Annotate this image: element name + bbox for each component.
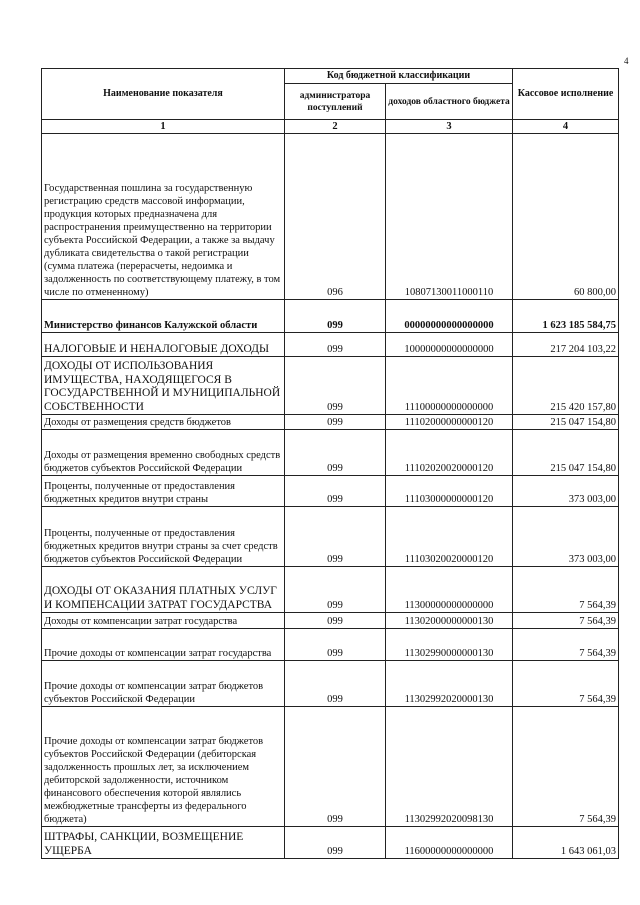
row-amount: 215 047 154,80 (513, 415, 619, 430)
row-name: Прочие доходы от компенсации затрат бюджетов субъектов Российской Федерации (42, 661, 285, 707)
row-income-code: 11102000000000120 (386, 415, 513, 430)
row-income-code: 11300000000000000 (386, 567, 513, 613)
row-income-code: 11103000000000120 (386, 476, 513, 507)
table-row (42, 507, 619, 567)
header-admin: администратора поступлений (285, 84, 386, 120)
budget-table (41, 68, 619, 859)
row-income-code: 10807130011000110 (386, 134, 513, 300)
row-amount: 1 643 061,03 (513, 827, 619, 859)
table-row (42, 661, 619, 707)
row-admin-code: 099 (285, 415, 386, 430)
row-admin-code: 096 (285, 134, 386, 300)
row-admin-code: 099 (285, 300, 386, 333)
row-name: Доходы от размещения временно свободных средств бюджетов субъектов Российской Федерации (42, 430, 285, 476)
table-row (42, 333, 619, 357)
row-name: Проценты, полученные от предоставления бюджетных кредитов внутри страны за счет средств бюджетов субъектов Российской Федерации (42, 507, 285, 567)
row-name: Проценты, полученные от предоставления бюджетных кредитов внутри страны (42, 476, 285, 507)
row-name: ШТРАФЫ, САНКЦИИ, ВОЗМЕЩЕНИЕ УЩЕРБА (42, 827, 285, 859)
row-amount: 7 564,39 (513, 613, 619, 629)
row-amount: 1 623 185 584,75 (513, 300, 619, 333)
col-num-3: 3 (386, 120, 513, 134)
table-row (42, 476, 619, 507)
row-name: Прочие доходы от компенсации затрат государства (42, 629, 285, 661)
row-name: Прочие доходы от компенсации затрат бюджетов субъектов Российской Федерации (дебиторская задолженность прошлых лет, за исключением дебиторской задолженности, источником финансового обеспечения которой являлись межбюджетные трансферты из федерального бюджета) (42, 707, 285, 827)
table-row (42, 357, 619, 415)
row-income-code: 11100000000000000 (386, 357, 513, 415)
row-admin-code: 099 (285, 430, 386, 476)
row-admin-code: 099 (285, 476, 386, 507)
row-admin-code: 099 (285, 629, 386, 661)
row-income-code: 11302000000000130 (386, 613, 513, 629)
row-name: Государственная пошлина за государственную регистрацию средств массовой информации, продукция которых предназначена для распространения преимущественно на территории субъекта Российской Федерации, а также за выдачу дубликата свидетельства о такой регистрации (сумма платежа (перерасчеты, недоимка и задолженность по соответствующему платежу, в том числе по отмененному) (42, 134, 285, 300)
row-income-code: 11102020020000120 (386, 430, 513, 476)
row-name: НАЛОГОВЫЕ И НЕНАЛОГОВЫЕ ДОХОДЫ (42, 333, 285, 357)
page-number: 4 (624, 56, 629, 66)
row-name: Министерство финансов Калужской области (42, 300, 285, 333)
col-num-1: 1 (42, 120, 285, 134)
row-amount: 7 564,39 (513, 629, 619, 661)
table-row (42, 134, 619, 300)
header-income: доходов областного бюджета (386, 84, 513, 120)
row-amount: 215 047 154,80 (513, 430, 619, 476)
header-execution: Кассовое исполнение (513, 69, 619, 120)
table-row (42, 827, 619, 859)
col-num-4: 4 (513, 120, 619, 134)
table-row (42, 430, 619, 476)
row-income-code: 11302992020098130 (386, 707, 513, 827)
header-name: Наименование показателя (42, 69, 285, 120)
table-row (42, 300, 619, 333)
header-code-group: Код бюджетной классификации (285, 69, 513, 84)
row-name: Доходы от компенсации затрат государства (42, 613, 285, 629)
row-amount: 7 564,39 (513, 567, 619, 613)
row-name: ДОХОДЫ ОТ ОКАЗАНИЯ ПЛАТНЫХ УСЛУГ И КОМПЕНСАЦИИ ЗАТРАТ ГОСУДАРСТВА (42, 567, 285, 613)
row-admin-code: 099 (285, 827, 386, 859)
row-amount: 373 003,00 (513, 476, 619, 507)
row-income-code: 11103020020000120 (386, 507, 513, 567)
table-row (42, 613, 619, 629)
row-amount: 217 204 103,22 (513, 333, 619, 357)
row-admin-code: 099 (285, 661, 386, 707)
row-income-code: 10000000000000000 (386, 333, 513, 357)
row-income-code: 11302990000000130 (386, 629, 513, 661)
row-amount: 60 800,00 (513, 134, 619, 300)
row-admin-code: 099 (285, 507, 386, 567)
table-row (42, 415, 619, 430)
row-amount: 7 564,39 (513, 661, 619, 707)
row-amount: 373 003,00 (513, 507, 619, 567)
row-admin-code: 099 (285, 707, 386, 827)
row-name: Доходы от размещения средств бюджетов (42, 415, 285, 430)
col-num-2: 2 (285, 120, 386, 134)
row-admin-code: 099 (285, 567, 386, 613)
row-admin-code: 099 (285, 357, 386, 415)
row-income-code: 00000000000000000 (386, 300, 513, 333)
row-admin-code: 099 (285, 613, 386, 629)
row-name: ДОХОДЫ ОТ ИСПОЛЬЗОВАНИЯ ИМУЩЕСТВА, НАХОДЯЩЕГОСЯ В ГОСУДАРСТВЕННОЙ И МУНИЦИПАЛЬНОЙ СОБСТВЕННОСТИ (42, 357, 285, 415)
table-row (42, 707, 619, 827)
row-amount: 215 420 157,80 (513, 357, 619, 415)
row-income-code: 11600000000000000 (386, 827, 513, 859)
row-income-code: 11302992020000130 (386, 661, 513, 707)
row-admin-code: 099 (285, 333, 386, 357)
table-row (42, 567, 619, 613)
table-row (42, 629, 619, 661)
row-amount: 7 564,39 (513, 707, 619, 827)
